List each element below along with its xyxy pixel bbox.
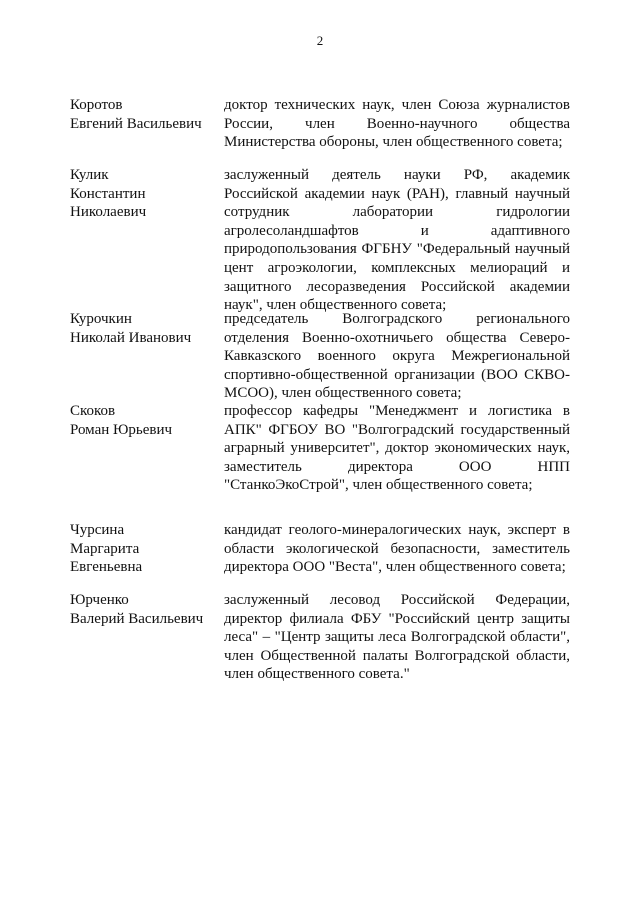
- member-name-line: Скоков: [70, 403, 116, 419]
- member-description: доктор технических наук, член Союза журналистов России, член Военно-научного общества Министерства обороны, член общественного совета;: [224, 97, 570, 151]
- member-description: кандидат геолого-минералогических наук, эксперт в области экологической безопасности, заместитель директора ООО "Веста", член общественного совета;: [224, 522, 570, 576]
- member-description: председатель Волгоградского регионального отделения Военно-охотничьего общества Северо-Кавказского военного округа Межрегиональной спортивно-общественной организации (ВОО СКВО-МСОО), член общественного совета;: [224, 311, 570, 402]
- member-name-line: Коротов: [70, 97, 123, 113]
- member-name: [70, 591, 220, 628]
- member-name-line: Константин: [70, 185, 146, 202]
- member-name-line: Николаевич: [70, 204, 147, 221]
- member-description: заслуженный лесовод Российской Федерации, директор филиала ФБУ "Российский центр защиты леса" – "Центр защиты леса Волгоградской области", член Общественной палаты Волгоградской области, член общественного совета.": [224, 592, 570, 683]
- member-name: [70, 521, 220, 577]
- member-name-line: Роман Юрьевич: [70, 421, 173, 438]
- member-name-line: Евгеньевна: [70, 559, 143, 576]
- member-name-line: Николай Иванович: [70, 329, 192, 346]
- member-description: заслуженный деятель науки РФ, академик Российской академии наук (РАН), главный научный сотрудник лаборатории гидрологии агролесоландшафтов и адаптивного природопользования ФГБНУ "Федеральный научный цент агроэкологии, комплексных мелиораций и защитного лесоразведения Российской академии наук", член общественного совета;: [224, 167, 570, 314]
- member-description: профессор кафедры "Менеджмент и логистика в АПК" ФГБОУ ВО "Волгоградский государственный аграрный университет", доктор экономических наук, заместитель директора ООО НПП "СтанкоЭкоСтрой", член общественного совета;: [224, 403, 570, 494]
- member-name-line: Юрченко: [70, 592, 129, 608]
- member-name-line: Маргарита: [70, 540, 140, 557]
- member-name-line: Чурсина: [70, 522, 125, 538]
- member-name-line: Курочкин: [70, 311, 132, 327]
- member-name-line: Кулик: [70, 167, 109, 183]
- member-name: [70, 310, 220, 347]
- member-name-line: Евгений Васильевич: [70, 115, 202, 132]
- member-name-line: Валерий Васильевич: [70, 610, 204, 627]
- member-name: [70, 402, 220, 439]
- page-number: 2: [316, 33, 324, 48]
- member-name: [70, 166, 220, 222]
- member-name: [70, 96, 220, 133]
